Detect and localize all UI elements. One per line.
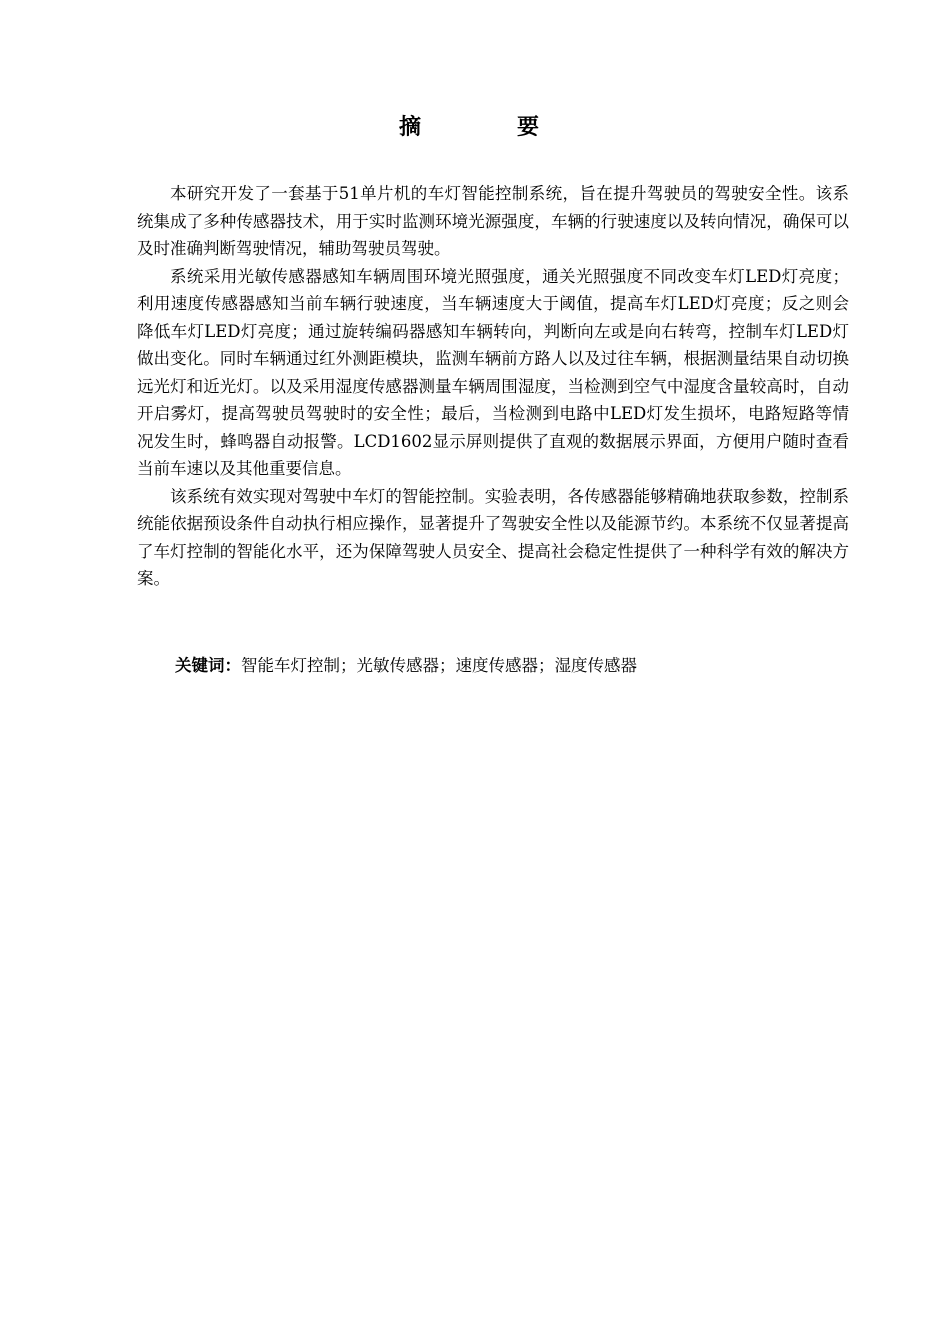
abstract-paragraph-2: 系统采用光敏传感器感知车辆周围环境光照强度，通关光照强度不同改变车灯LED灯亮度；利用速度传感器感知当前车辆行驶速度，当车辆速度大于阈值，提高车灯LED灯亮度；反之则会降低车灯LED灯亮度；通过旋转编码器感知车辆转向，判断向左或是向右转弯，控制车灯LED灯做出变化。同时车辆通过红外测距模块，监测车辆前方路人以及过往车辆，根据测量结果自动切换远光灯和近光灯。以及采用湿度传感器测量车辆周围湿度，当检测到空气中湿度含量较高时，自动开启雾灯，提高驾驶员驾驶时的安全性；最后，当检测到电路中LED灯发生损坏，电路短路等情况发生时，蜂鸣器自动报警。LCD1602显示屏则提供了直观的数据展示界面，方便用户随时查看当前车速以及其他重要信息。 bbox=[137, 266, 849, 478]
keywords-line bbox=[175, 652, 875, 680]
abstract-paragraph-3: 该系统有效实现对驾驶中车灯的智能控制。实验表明，各传感器能够精确地获取参数，控制系统能依据预设条件自动执行相应操作，显著提升了驾驶安全性以及能源节约。本系统不仅显著提高了车灯控制的智能化水平，还为保障驾驶人员安全、提高社会稳定性提供了一种科学有效的解决方案。 bbox=[137, 486, 849, 588]
abstract-paragraph-1: 本研究开发了一套基于51单片机的车灯智能控制系统，旨在提升驾驶员的驾驶安全性。该系统集成了多种传感器技术，用于实时监测环境光源强度，车辆的行驶速度以及转向情况，确保可以及时准确判断驾驶情况，辅助驾驶员驾驶。 bbox=[137, 184, 849, 258]
page-title: 摘 要 bbox=[398, 115, 576, 140]
keywords-text: 智能车灯控制；光敏传感器；速度传感器；湿度传感器 bbox=[241, 656, 637, 675]
keywords-label: 关键词： bbox=[175, 656, 241, 675]
abstract-body bbox=[137, 180, 849, 593]
